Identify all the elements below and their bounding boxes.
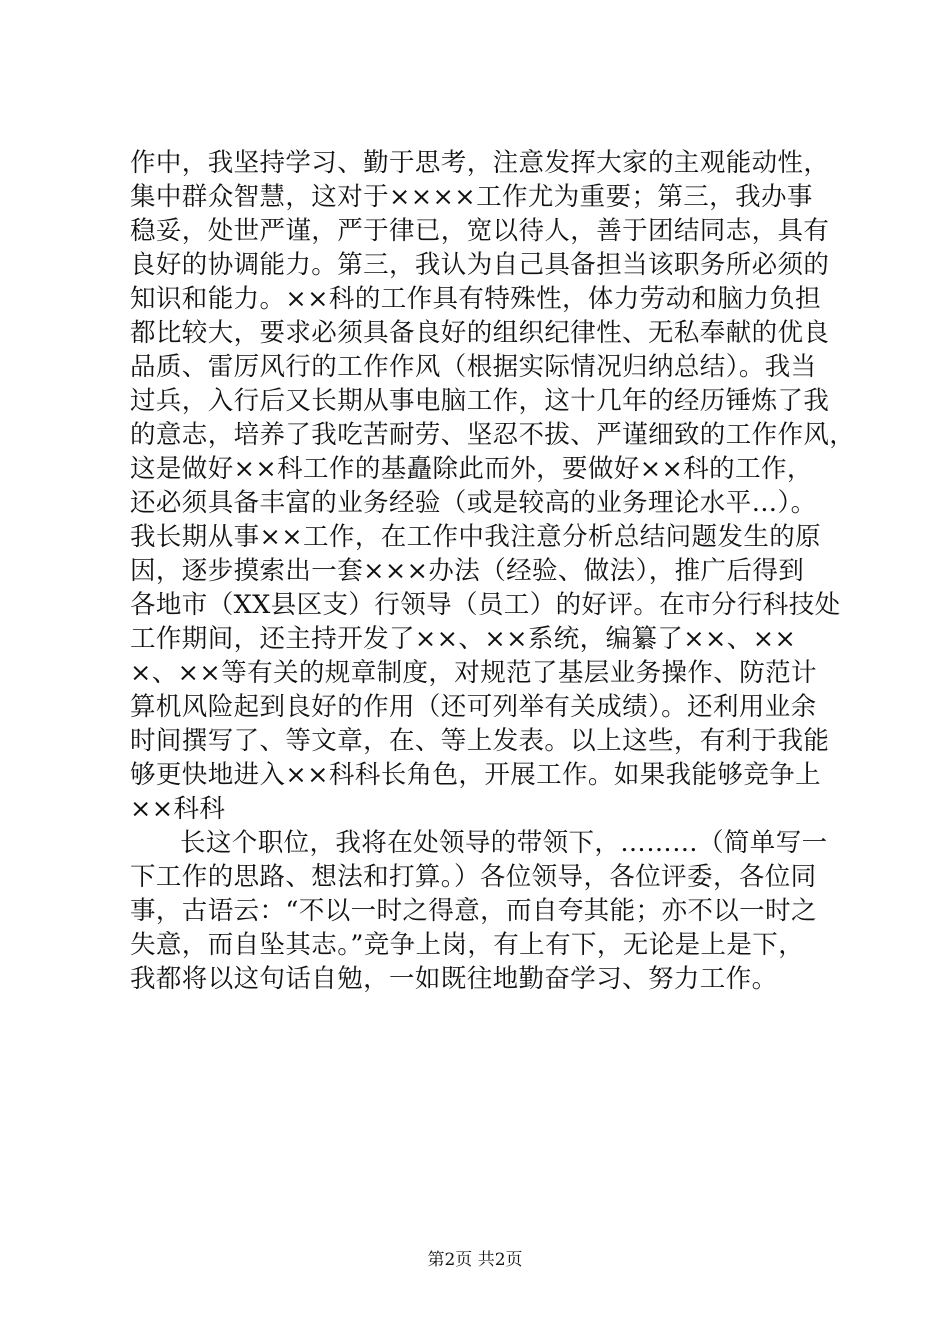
- paragraph-1: [130, 146, 856, 826]
- text-line: 因，逐步摸索出一套×××办法（经验、做法），推广后得到: [130, 556, 805, 586]
- text-line: 算机风险起到良好的作用（还可列举有关成绩）。还利用业余: [130, 692, 817, 722]
- text-line: 知识和能力。××科的工作具有特殊性，体力劳动和脑力负担: [130, 284, 822, 314]
- page-number-footer: 第2页 共2页: [427, 1250, 523, 1270]
- text-line: 这是做好××科工作的基矗除此而外，要做好××科的工作，: [130, 454, 813, 484]
- text-line: 事，古语云：“不以一时之得意，而自夸其能；亦不以一时之: [130, 896, 817, 926]
- text-line: 还必须具备丰富的业务经验（或是较高的业务理论水平…）。: [130, 488, 817, 518]
- text-line: 我长期从事××工作，在工作中我注意分析总结问题发生的原: [130, 522, 822, 552]
- text-line: 失意，而自坠其志。”竞争上岗，有上有下，无论是上是下，: [130, 930, 805, 960]
- text-line: 我都将以这句话自勉，一如既往地勤奋学习、努力工作。: [130, 964, 778, 994]
- text-line: 品质、雷厉风行的工作作风（根据实际情况归纳总结）。我当: [130, 352, 817, 382]
- text-line: 都比较大，要求必须具备良好的组织纪律性、无私奉献的优良: [130, 318, 830, 348]
- text-line: 工作期间，还主持开发了××、××系统，编纂了××、××: [130, 624, 797, 654]
- text-line: ××科科: [130, 794, 226, 824]
- text-line: 的意志，培养了我吃苦耐劳、坚忍不拔、严谨细致的工作作风，: [130, 420, 856, 450]
- text-line: 时间撰写了、等文章，在、等上发表。以上这些，有利于我能: [130, 726, 830, 756]
- text-line: 作中，我坚持学习、勤于思考，注意发挥大家的主观能动性，: [130, 148, 830, 178]
- text-line: 稳妥，处世严谨，严于律已，宽以待人，善于团结同志，具有: [130, 216, 830, 246]
- text-line: 够更快地进入××科科长角色，开展工作。如果我能够竞争上: [130, 760, 822, 790]
- text-line: ×、××等有关的规章制度，对规范了基层业务操作、防范计: [130, 658, 817, 688]
- document-body: [130, 146, 856, 996]
- text-line: 过兵，入行后又长期从事电脑工作，这十几年的经历锤炼了我: [130, 386, 830, 416]
- text-line: 长这个职位，我将在处领导的带领下，………（简单写一: [180, 828, 828, 858]
- paragraph-2: [130, 826, 850, 996]
- text-line: 各地市（XX县区支）行领导（员工）的好评。在市分行科技处: [130, 590, 841, 620]
- text-line: 良好的协调能力。第三，我认为自己具备担当该职务所必须的: [130, 250, 830, 280]
- text-line: 集中群众智慧，这对于××××工作尤为重要；第三，我办事: [130, 182, 813, 212]
- text-line: 下工作的思路、想法和打算。）各位领导，各位评委，各位同: [130, 862, 817, 892]
